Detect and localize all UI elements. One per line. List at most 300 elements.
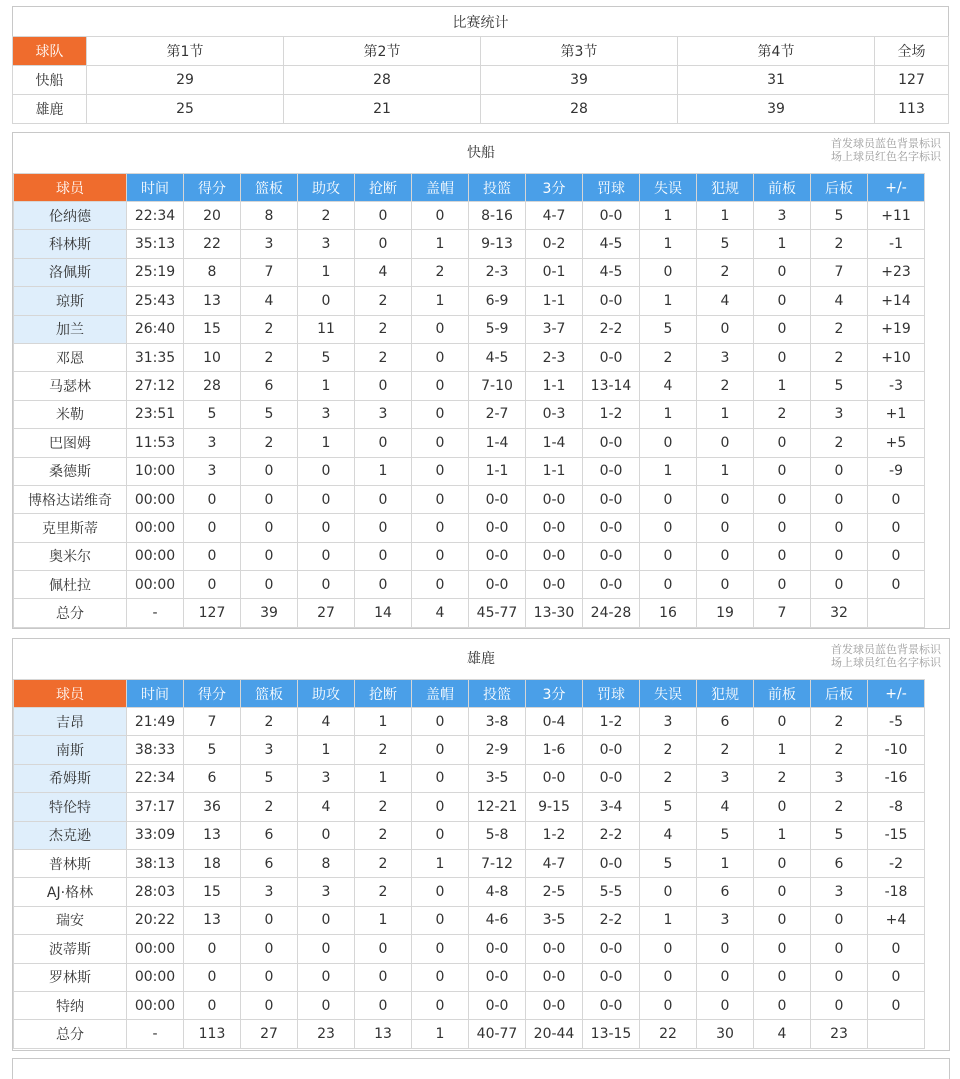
total-cell: 23 — [298, 1020, 355, 1048]
stat-cell: 0 — [298, 571, 355, 599]
stat-cell: 2 — [811, 429, 868, 457]
stat-cell: 2 — [754, 400, 811, 428]
stat-cell: 00:00 — [127, 991, 184, 1019]
player-name: 瑞安 — [14, 906, 127, 934]
stat-cell: 9-15 — [526, 793, 583, 821]
stat-cell: 5 — [640, 849, 697, 877]
stat-cell: 1 — [640, 287, 697, 315]
stats-header-cell: 得分 — [184, 174, 241, 202]
stat-cell: 0-3 — [526, 400, 583, 428]
stat-cell: +23 — [868, 258, 925, 286]
stat-cell: 2 — [811, 230, 868, 258]
stat-cell: 0-0 — [469, 935, 526, 963]
stat-cell: 38:13 — [127, 849, 184, 877]
stat-cell: 0 — [355, 202, 412, 230]
stat-cell: 8-16 — [469, 202, 526, 230]
stat-cell: 2 — [412, 258, 469, 286]
total-cell: 30 — [697, 1020, 754, 1048]
stat-cell: -16 — [868, 764, 925, 792]
stat-cell: 0 — [640, 571, 697, 599]
total-cell: - — [127, 599, 184, 627]
stat-cell: 20:22 — [127, 906, 184, 934]
stat-cell: 0-0 — [583, 485, 640, 513]
stat-cell: 22:34 — [127, 764, 184, 792]
stat-cell: 0-0 — [583, 429, 640, 457]
stats-header-cell: 后板 — [811, 680, 868, 708]
stat-cell: 1-2 — [526, 821, 583, 849]
stats-header-cell: +/- — [868, 680, 925, 708]
stats-header-cell: 投篮 — [469, 174, 526, 202]
stat-cell: 5 — [811, 202, 868, 230]
stat-cell: 0 — [412, 793, 469, 821]
stat-cell: 23:51 — [127, 400, 184, 428]
player-name: 普林斯 — [14, 849, 127, 877]
stat-cell: 0 — [640, 542, 697, 570]
stat-cell: 0 — [811, 485, 868, 513]
total-row — [14, 1020, 925, 1048]
stat-cell: 5 — [697, 821, 754, 849]
stat-cell: 2 — [241, 708, 298, 736]
stat-cell: 2 — [811, 343, 868, 371]
stats-header-cell: 抢断 — [355, 680, 412, 708]
total-cell: 127 — [184, 599, 241, 627]
stat-cell: 3 — [298, 878, 355, 906]
stat-cell: +4 — [868, 906, 925, 934]
player-row — [14, 202, 925, 230]
stat-cell: 1 — [298, 429, 355, 457]
summary-header-q3: 第3节 — [481, 37, 678, 66]
stat-cell: 1-6 — [526, 736, 583, 764]
stat-cell: 2-3 — [526, 343, 583, 371]
player-name: 马瑟林 — [14, 372, 127, 400]
stat-cell: 0 — [241, 485, 298, 513]
player-name: 琼斯 — [14, 287, 127, 315]
stat-cell: 0 — [697, 935, 754, 963]
total-cell: 1 — [412, 1020, 469, 1048]
stat-cell: 1-1 — [526, 457, 583, 485]
stat-cell: 3 — [640, 708, 697, 736]
stat-cell: 0-0 — [583, 849, 640, 877]
stat-cell: 3-7 — [526, 315, 583, 343]
stat-cell: 0 — [697, 514, 754, 542]
total-cell: 20-44 — [526, 1020, 583, 1048]
stat-cell: 0 — [811, 514, 868, 542]
stat-cell: 2 — [811, 736, 868, 764]
total-cell — [868, 599, 925, 627]
stats-header-cell: 盖帽 — [412, 174, 469, 202]
stat-cell: 0-0 — [583, 457, 640, 485]
stat-cell: 15 — [184, 878, 241, 906]
stat-cell: 21:49 — [127, 708, 184, 736]
stat-cell: 2-9 — [469, 736, 526, 764]
stats-header-cell: 时间 — [127, 680, 184, 708]
stat-cell: 5-8 — [469, 821, 526, 849]
stat-cell: 2 — [355, 315, 412, 343]
stat-cell: 0 — [754, 542, 811, 570]
summary-cell: 28 — [481, 95, 678, 124]
player-row — [14, 400, 925, 428]
stat-cell: 33:09 — [127, 821, 184, 849]
stat-cell: 2 — [640, 764, 697, 792]
summary-header-q1: 第1节 — [87, 37, 284, 66]
stat-cell: 36 — [184, 793, 241, 821]
player-name: 博格达诺维奇 — [14, 485, 127, 513]
stats-header-cell: 时间 — [127, 174, 184, 202]
stat-cell: 0 — [412, 202, 469, 230]
total-cell: 23 — [811, 1020, 868, 1048]
summary-cell: 39 — [678, 95, 875, 124]
stat-cell: -10 — [868, 736, 925, 764]
summary-header-team: 球队 — [13, 37, 87, 66]
stats-header-cell: 3分 — [526, 680, 583, 708]
stat-cell: 0 — [184, 991, 241, 1019]
stat-cell: 5 — [298, 343, 355, 371]
stat-cell: 0 — [355, 991, 412, 1019]
player-row — [14, 315, 925, 343]
stat-cell: 0 — [811, 963, 868, 991]
stat-cell: 1 — [355, 764, 412, 792]
stat-cell: 1-4 — [469, 429, 526, 457]
stat-cell: 6 — [184, 764, 241, 792]
stats-header-cell: 球员 — [14, 174, 127, 202]
stat-cell: 0-0 — [469, 542, 526, 570]
summary-cell: 39 — [481, 66, 678, 95]
stat-cell: 7-12 — [469, 849, 526, 877]
stat-cell: 0 — [412, 906, 469, 934]
quarter-summary-table — [12, 6, 949, 124]
stat-cell: -8 — [868, 793, 925, 821]
team-panel-clippers — [12, 132, 950, 629]
stat-cell: 15 — [184, 315, 241, 343]
player-row — [14, 906, 925, 934]
stat-cell: 0 — [241, 935, 298, 963]
total-cell: 40-77 — [469, 1020, 526, 1048]
stat-cell: 4 — [640, 372, 697, 400]
stats-header-cell: 3分 — [526, 174, 583, 202]
total-cell: - — [127, 1020, 184, 1048]
stat-cell: 0 — [298, 542, 355, 570]
stat-cell: 4-8 — [469, 878, 526, 906]
stat-cell: 10 — [184, 343, 241, 371]
stats-header-cell: 投篮 — [469, 680, 526, 708]
stat-cell: 4-7 — [526, 202, 583, 230]
stat-cell: 0 — [298, 287, 355, 315]
stat-cell: 0 — [412, 457, 469, 485]
stat-cell: 3 — [697, 343, 754, 371]
player-row — [14, 457, 925, 485]
stat-cell: 0-0 — [583, 736, 640, 764]
stat-cell: 1 — [640, 457, 697, 485]
stat-cell: 0 — [298, 485, 355, 513]
stat-cell: 0 — [412, 343, 469, 371]
total-label: 总分 — [14, 599, 127, 627]
stat-cell: 13-14 — [583, 372, 640, 400]
stat-cell: 0 — [640, 485, 697, 513]
stat-cell: 3 — [184, 429, 241, 457]
stat-cell: 00:00 — [127, 963, 184, 991]
stat-cell: 35:13 — [127, 230, 184, 258]
stat-cell: 0 — [640, 935, 697, 963]
player-row — [14, 849, 925, 877]
legend-note — [831, 137, 941, 163]
team-title: 雄鹿 — [467, 651, 495, 667]
stat-cell: 2 — [355, 793, 412, 821]
total-cell: 22 — [640, 1020, 697, 1048]
stat-cell: +10 — [868, 343, 925, 371]
stat-cell: 5-5 — [583, 878, 640, 906]
stat-cell: 12-21 — [469, 793, 526, 821]
summary-cell: 113 — [875, 95, 949, 124]
stat-cell: 0 — [811, 906, 868, 934]
stat-cell: 0 — [298, 963, 355, 991]
total-cell — [868, 1020, 925, 1048]
stat-cell: 0-0 — [526, 991, 583, 1019]
stat-cell: 1 — [697, 400, 754, 428]
stat-cell: 3 — [355, 400, 412, 428]
stat-cell: 0 — [754, 258, 811, 286]
stat-cell: 1 — [697, 202, 754, 230]
total-cell: 19 — [697, 599, 754, 627]
stat-cell: 0 — [241, 542, 298, 570]
summary-header-row — [13, 37, 949, 66]
player-row — [14, 935, 925, 963]
stat-cell: 3-4 — [583, 793, 640, 821]
summary-cell: 28 — [284, 66, 481, 95]
stat-cell: 0 — [868, 485, 925, 513]
stat-cell: 0 — [412, 571, 469, 599]
legend-note-oncourt: 场上球员红色名字标识 — [831, 656, 941, 669]
summary-cell: 21 — [284, 95, 481, 124]
player-name: 希姆斯 — [14, 764, 127, 792]
stat-cell: 0 — [754, 906, 811, 934]
stat-cell: 3-8 — [469, 708, 526, 736]
stats-header-cell: 盖帽 — [412, 680, 469, 708]
stat-cell: 2 — [241, 429, 298, 457]
stat-cell: 2-2 — [583, 906, 640, 934]
player-name: 米勒 — [14, 400, 127, 428]
stats-header-cell: 失误 — [640, 174, 697, 202]
stat-cell: 1 — [298, 372, 355, 400]
stat-cell: 20 — [184, 202, 241, 230]
stat-cell: 5 — [697, 230, 754, 258]
stat-cell: 2 — [355, 736, 412, 764]
stat-cell: 0 — [811, 935, 868, 963]
stat-cell: 0 — [412, 400, 469, 428]
stat-cell: 7-10 — [469, 372, 526, 400]
summary-cell: 快船 — [13, 66, 87, 95]
stat-cell: 2-5 — [526, 878, 583, 906]
stats-header-cell: 得分 — [184, 680, 241, 708]
stat-cell: 1 — [754, 821, 811, 849]
summary-row — [13, 66, 949, 95]
stat-cell: 1 — [697, 849, 754, 877]
stat-cell: 3 — [811, 878, 868, 906]
stat-cell: 0 — [355, 485, 412, 513]
stat-cell: 3 — [811, 400, 868, 428]
summary-header-q4: 第4节 — [678, 37, 875, 66]
stat-cell: 0 — [697, 542, 754, 570]
stat-cell: 4-5 — [583, 230, 640, 258]
stat-cell: 0 — [754, 849, 811, 877]
summary-cell: 127 — [875, 66, 949, 95]
stat-cell: 2 — [811, 315, 868, 343]
total-cell: 4 — [754, 1020, 811, 1048]
stat-cell: 0 — [184, 485, 241, 513]
stat-cell: 0 — [184, 935, 241, 963]
stat-cell: 4-6 — [469, 906, 526, 934]
stat-cell: 37:17 — [127, 793, 184, 821]
stat-cell: 0-0 — [469, 514, 526, 542]
stat-cell: 3 — [697, 764, 754, 792]
stat-cell: 00:00 — [127, 485, 184, 513]
stat-cell: 0 — [298, 906, 355, 934]
total-cell: 13-15 — [583, 1020, 640, 1048]
stat-cell: 1 — [355, 906, 412, 934]
stat-cell: 0 — [298, 821, 355, 849]
player-row — [14, 429, 925, 457]
player-row — [14, 821, 925, 849]
stat-cell: 4 — [640, 821, 697, 849]
total-cell: 27 — [298, 599, 355, 627]
summary-header-total: 全场 — [875, 37, 949, 66]
stat-cell: 1 — [640, 906, 697, 934]
player-name: 巴图姆 — [14, 429, 127, 457]
stat-cell: 13 — [184, 821, 241, 849]
stat-cell: 0-0 — [583, 287, 640, 315]
stat-cell: 1 — [412, 230, 469, 258]
player-row — [14, 258, 925, 286]
stat-cell: +5 — [868, 429, 925, 457]
summary-cell: 29 — [87, 66, 284, 95]
stat-cell: 0 — [241, 991, 298, 1019]
total-label: 总分 — [14, 1020, 127, 1048]
stat-cell: 1 — [754, 230, 811, 258]
total-cell: 24-28 — [583, 599, 640, 627]
stat-cell: -3 — [868, 372, 925, 400]
stats-header-cell: 前板 — [754, 174, 811, 202]
total-cell: 13 — [355, 1020, 412, 1048]
stat-cell: 2 — [355, 849, 412, 877]
stat-cell: 5-9 — [469, 315, 526, 343]
stats-header-row — [14, 680, 925, 708]
stat-cell: 0 — [412, 991, 469, 1019]
stat-cell: 1 — [355, 708, 412, 736]
stat-cell: 0-0 — [583, 571, 640, 599]
stat-cell: 5 — [640, 793, 697, 821]
player-row — [14, 485, 925, 513]
stat-cell: 1 — [754, 372, 811, 400]
stat-cell: 2 — [241, 315, 298, 343]
stat-cell: 0 — [355, 429, 412, 457]
stat-cell: 0 — [298, 935, 355, 963]
stat-cell: 0 — [241, 571, 298, 599]
player-row — [14, 963, 925, 991]
stat-cell: 0-4 — [526, 708, 583, 736]
player-name: 南斯 — [14, 736, 127, 764]
stats-header-cell: 犯规 — [697, 174, 754, 202]
player-name: 克里斯蒂 — [14, 514, 127, 542]
stat-cell: 0 — [754, 429, 811, 457]
stat-cell: 0 — [412, 372, 469, 400]
stat-cell: 0 — [754, 457, 811, 485]
stat-cell: 2-2 — [583, 315, 640, 343]
stat-cell: 22 — [184, 230, 241, 258]
stat-cell: 0 — [412, 429, 469, 457]
stats-header-cell: 罚球 — [583, 680, 640, 708]
stat-cell: 0 — [754, 287, 811, 315]
summary-cell: 31 — [678, 66, 875, 95]
player-stats-table — [13, 679, 925, 1049]
player-name: AJ·格林 — [14, 878, 127, 906]
stat-cell: 2-3 — [469, 258, 526, 286]
stat-cell: 4 — [298, 793, 355, 821]
stat-cell: 8 — [241, 202, 298, 230]
player-row — [14, 991, 925, 1019]
player-row — [14, 287, 925, 315]
stats-header-cell: +/- — [868, 174, 925, 202]
stat-cell: 1 — [754, 736, 811, 764]
stat-cell: 0 — [412, 708, 469, 736]
stats-header-cell: 失误 — [640, 680, 697, 708]
stat-cell: 5 — [241, 400, 298, 428]
stat-cell: 38:33 — [127, 736, 184, 764]
stat-cell: 0 — [754, 485, 811, 513]
player-row — [14, 372, 925, 400]
stat-cell: 0 — [355, 372, 412, 400]
player-row — [14, 708, 925, 736]
stat-cell: 0 — [811, 571, 868, 599]
player-name: 罗林斯 — [14, 963, 127, 991]
stat-cell: 0 — [754, 708, 811, 736]
player-row — [14, 230, 925, 258]
player-name: 科林斯 — [14, 230, 127, 258]
stat-cell: 0 — [640, 258, 697, 286]
player-name: 奥米尔 — [14, 542, 127, 570]
stat-cell: 0 — [412, 878, 469, 906]
stat-cell: 6 — [697, 708, 754, 736]
stat-cell: 2 — [697, 372, 754, 400]
player-row — [14, 878, 925, 906]
stat-cell: 6 — [241, 849, 298, 877]
stat-cell: +11 — [868, 202, 925, 230]
stat-cell: 0 — [241, 457, 298, 485]
stats-header-cell: 助攻 — [298, 680, 355, 708]
stat-cell: 0-2 — [526, 230, 583, 258]
stat-cell: 0 — [754, 571, 811, 599]
stat-cell: 22:34 — [127, 202, 184, 230]
stat-cell: 0 — [241, 906, 298, 934]
total-cell: 113 — [184, 1020, 241, 1048]
stat-cell: 1-2 — [583, 708, 640, 736]
stat-cell: 10:00 — [127, 457, 184, 485]
stat-cell: 0 — [697, 429, 754, 457]
stat-cell: -5 — [868, 708, 925, 736]
stat-cell: 2 — [640, 343, 697, 371]
player-name: 特纳 — [14, 991, 127, 1019]
stat-cell: 8 — [298, 849, 355, 877]
stat-cell: 0-0 — [469, 485, 526, 513]
stat-cell: 0 — [754, 343, 811, 371]
legend-note-starter: 首发球员蓝色背景标识 — [831, 643, 941, 656]
stat-cell: 0 — [184, 542, 241, 570]
team-panel-bucks — [12, 638, 950, 1051]
stats-header-cell: 后板 — [811, 174, 868, 202]
stat-cell: 4-7 — [526, 849, 583, 877]
stat-cell: 1-2 — [583, 400, 640, 428]
next-panel-edge — [12, 1058, 950, 1079]
stat-cell: 0-0 — [583, 991, 640, 1019]
stat-cell: 5 — [640, 315, 697, 343]
